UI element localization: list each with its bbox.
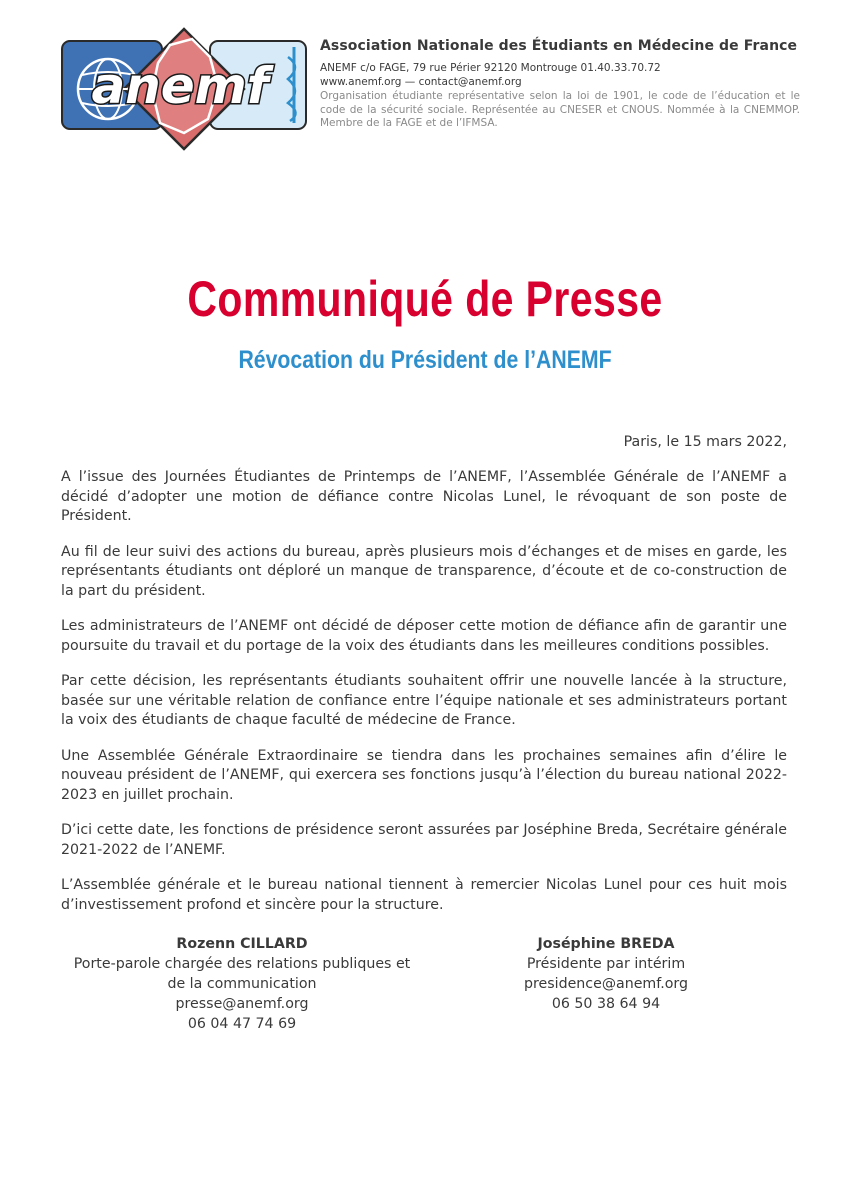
- anemf-logo: [60, 27, 310, 151]
- signature-name: Joséphine BREDA: [537, 936, 675, 952]
- paragraph: Par cette décision, les représentants étudiants souhaitent offrir une nouvelle lancée à la structure, basée sur une véritable relation de confiance entre l’équipe nationale et ses administrateurs portant la voix des étudiants de chaque faculté de médecine de France.: [61, 673, 787, 728]
- signature-name: Rozenn CILLARD: [176, 936, 308, 952]
- paragraph: Au fil de leur suivi des actions du bureau, après plusieurs mois d’échanges et de mises en garde, les représentants étudiants ont déploré un manque de transparence, d’écoute et de co-construction de la part du président.: [61, 543, 787, 599]
- org-description: Organisation étudiante représentative selon la loi de 1901, le code de l’éducation et le code de la sécurité sociale. Représentée au CNESER et CNOUS. Nommée à la CNEMMOP. Membre de la FAGE et de l’IFMSA.: [320, 90, 800, 129]
- signature-block-spokesperson: [66, 934, 418, 1034]
- press-release-title: Communiqué de Presse: [187, 271, 663, 327]
- signature-email: presse@anemf.org: [175, 996, 309, 1012]
- paragraph: A l’issue des Journées Étudiantes de Printemps de l’ANEMF, l’Assemblée Générale de l’ANEMF a décidé d’adopter une motion de défiance contre Nicolas Lunel, le révoquant de son poste de Président.: [61, 469, 787, 524]
- press-release-body: [61, 468, 787, 931]
- dateline: Paris, le 15 mars 2022,: [623, 434, 787, 450]
- paragraph: Les administrateurs de l’ANEMF ont décidé de déposer cette motion de défiance afin de garantir une poursuite du travail et du portage de la voix des étudiants dans les meilleures conditions possibles.: [61, 618, 787, 654]
- org-name: Association Nationale des Étudiants en Médecine de France: [320, 38, 798, 54]
- paragraph: D’ici cette date, les fonctions de présidence seront assurées par Joséphine Breda, Secrétaire générale 2021-2022 de l’ANEMF.: [61, 822, 787, 858]
- signature-role: Porte-parole chargée des relations publiques et de la communication: [73, 956, 411, 992]
- signature-phone: 06 04 47 74 69: [187, 1016, 297, 1032]
- logo-wordmark: anemf: [91, 57, 269, 115]
- signature-role: Présidente par intérim: [526, 956, 686, 972]
- org-contact: www.anemf.org — contact@anemf.org: [320, 76, 522, 88]
- organization-info: [320, 38, 800, 131]
- paragraph: L’Assemblée générale et le bureau national tiennent à remercier Nicolas Lunel pour ces huit mois d’investissement profond et sincère pour la structure.: [61, 877, 787, 913]
- org-address: ANEMF c/o FAGE, 79 rue Périer 92120 Montrouge 01.40.33.70.72: [320, 62, 661, 74]
- signature-phone: 06 50 38 64 94: [551, 996, 661, 1012]
- paragraph: Une Assemblée Générale Extraordinaire se tiendra dans les prochaines semaines afin d’élire le nouveau président de l’ANEMF, qui exercera ses fonctions jusqu’à l’élection du bureau national 2022-2023 en juillet prochain.: [61, 747, 787, 803]
- signature-email: presidence@anemf.org: [523, 976, 688, 992]
- press-release-subtitle: Révocation du Président de l’ANEMF: [238, 346, 612, 374]
- signature-block-president: [470, 934, 742, 1014]
